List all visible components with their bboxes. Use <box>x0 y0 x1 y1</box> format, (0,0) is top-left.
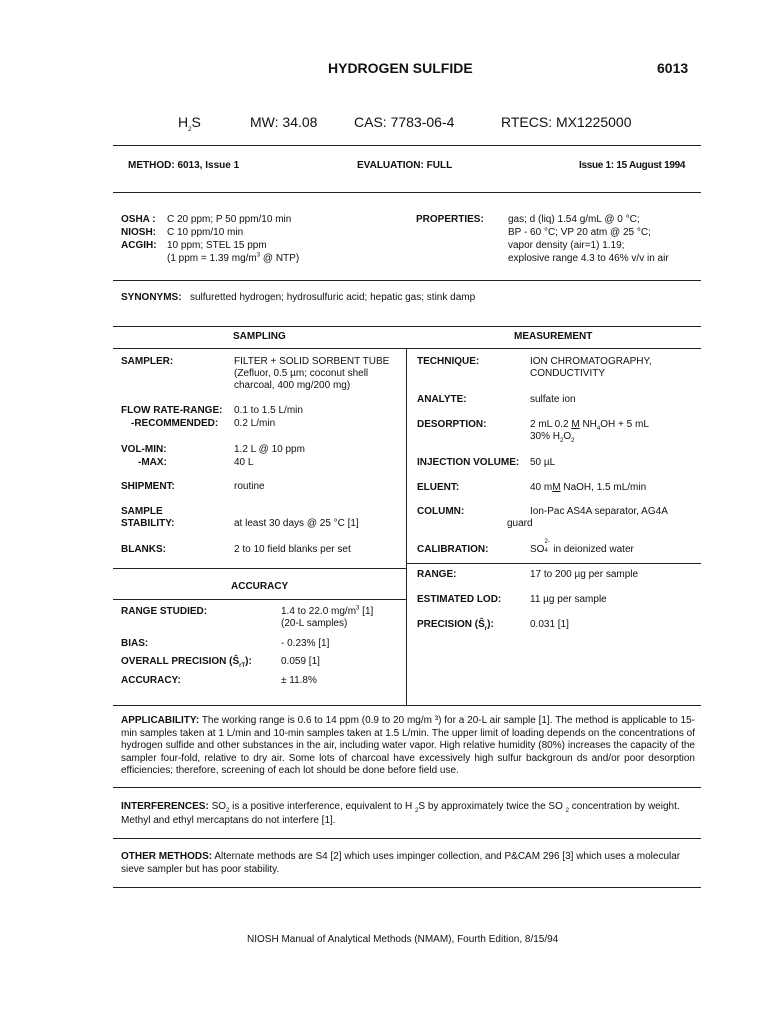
divider <box>406 563 701 564</box>
osha-value: C 20 ppm; P 50 ppm/10 min <box>167 214 292 225</box>
evaluation: EVALUATION: FULL <box>357 160 453 171</box>
divider <box>113 599 406 600</box>
rtecs-number: RTECS: MX1225000 <box>501 114 632 130</box>
properties-line: gas; d (liq) 1.54 g/mL @ 0 °C; <box>508 214 640 225</box>
injection-volume-label: INJECTION VOLUME: <box>417 457 520 468</box>
interferences-section: INTERFERENCES: $SO_2$ is a positive interference, equivalent to H $_2$S by approximately twice the SO $_2$ concentration by weight. <box>121 801 680 814</box>
overall-precision-value: 0.059 [1] <box>281 656 320 667</box>
niosh-value: C 10 ppm/10 min <box>167 227 244 238</box>
method-issue: METHOD: 6013, Issue 1 <box>128 160 240 171</box>
divider <box>113 838 701 839</box>
other-methods-label: OTHER METHODS: <box>121 851 213 862</box>
method-number: 6013 <box>657 60 689 76</box>
properties-line: vapor density (air=1) 1.19; <box>508 240 625 251</box>
acgih-label: ACGIH: <box>121 240 157 251</box>
accuracy-value: ± 11.8% <box>281 675 317 686</box>
applicability-text: The working range is 0.6 to 14 ppm (0.9 to 20 mg/m ³) for a 20-L air sample [1]. The method is applicable to 15-min samples taken at 1 L/min and 10-min samples taken at 1.5 L/min. The upper limit of loading depends on the concentrations of hydrogen sulfide and other substances in the air, including water vapor. High relative humidity (80%) increases the capacity of the sampler four-fold, relative to dry air. Some lots of charcoal have excessively high sulfur backgroun ds and/or poor desorption efficiencies; therefore, screening of each lot should be done before field use. <box>121 715 695 777</box>
divider <box>113 787 701 788</box>
divider <box>113 887 701 888</box>
bias-label: BIAS: <box>121 638 149 649</box>
recommended-value: 0.2 L/min <box>234 418 276 429</box>
desorption-value: 30% $H_2O_2$ <box>530 431 575 444</box>
column-value: guard <box>507 518 533 529</box>
bias-value: - 0.23% [1] <box>281 638 330 649</box>
vol-min-value: 1.2 L @ 10 ppm <box>234 444 305 455</box>
sampler-label: SAMPLER: <box>121 356 174 367</box>
sample-stability-label: SAMPLE <box>121 506 163 517</box>
molecular-weight: MW: 34.08 <box>250 114 318 130</box>
synonyms-value: sulfuretted hydrogen; hydrosulfuric acid; hepatic gas; stink damp <box>190 292 476 303</box>
divider <box>113 326 701 327</box>
range-studied-value: 1.4 to 22.0 $mg/m^3$ [1] <box>281 605 374 617</box>
issue-date: Issue 1: 15 August 1994 <box>579 160 686 171</box>
blanks-label: BLANKS: <box>121 544 166 555</box>
sampler-value: charcoal, 400 mg/200 mg) <box>234 380 351 391</box>
divider <box>113 705 701 706</box>
lod-label: ESTIMATED LOD: <box>417 594 502 605</box>
shipment-label: SHIPMENT: <box>121 481 175 492</box>
properties-line: BP - 60 °C; VP 20 atm @ 25 °C; <box>508 227 651 238</box>
eluent-label: ELUENT: <box>417 482 460 493</box>
divider <box>113 280 701 281</box>
technique-label: TECHNIQUE: <box>417 356 480 367</box>
ppm-conversion: (1 ppm = 1.39 $mg/m^3$ @ NTP) <box>167 252 300 264</box>
sample-stability-label: STABILITY: <box>121 518 175 529</box>
properties-line: explosive range 4.3 to 46% v/v in air <box>508 253 669 264</box>
vol-min-label: VOL-MIN: <box>121 444 167 455</box>
page-title: HYDROGEN SULFIDE <box>328 60 473 76</box>
chemical-formula: $H_2S$ <box>178 114 201 133</box>
divider <box>113 192 701 193</box>
cas-number: CAS: 7783-06-4 <box>354 114 455 130</box>
accuracy-label: ACCURACY: <box>121 675 181 686</box>
footer-text: NIOSH Manual of Analytical Methods (NMAM), Fourth Edition, 8/15/94 <box>247 934 559 945</box>
applicability-label: APPLICABILITY: <box>121 715 200 726</box>
calibration-label: CALIBRATION: <box>417 544 489 555</box>
accuracy-heading: ACCURACY <box>231 581 289 592</box>
properties-label: PROPERTIES: <box>416 214 484 225</box>
technique-value: CONDUCTIVITY <box>530 368 605 379</box>
eluent-value: 40 mM NaOH, 1.5 mL/min <box>530 482 647 493</box>
analyte-label: ANALYTE: <box>417 394 467 405</box>
vol-max-value: 40 L <box>234 457 254 468</box>
precision-label: PRECISION $(Ŝ_r)$: <box>417 619 494 632</box>
vol-max-label: -MAX: <box>138 457 167 468</box>
acgih-value: 10 ppm; STEL 15 ppm <box>167 240 267 251</box>
other-methods-text: Alternate methods are S4 [2] which uses impinger collection, and P&CAM 296 [3] which uses a molecular sieve sampler but has poor stability. <box>121 851 681 875</box>
other-methods-section <box>121 851 695 876</box>
technique-value: ION CHROMATOGRAPHY, <box>530 356 652 367</box>
interferences-label: INTERFERENCES: <box>121 801 209 812</box>
desorption-value: 2 mL 0.2 M $NH_4OH + 5$ mL <box>530 419 649 432</box>
analyte-value: sulfate ion <box>530 394 576 405</box>
sampler-value: (Zefluor, 0.5 µm; coconut shell <box>234 368 369 379</box>
sample-stability-value: at least 30 days @ 25 °C [1] <box>234 518 359 529</box>
lod-value: 11 µg per sample <box>530 594 607 605</box>
range-studied-value: (20-L samples) <box>281 618 348 629</box>
blanks-value: 2 to 10 field blanks per set <box>234 544 351 555</box>
measurement-heading: MEASUREMENT <box>514 331 593 342</box>
synonyms-label: SYNONYMS: <box>121 292 182 303</box>
precision-value: 0.031 [1] <box>530 619 569 630</box>
column-divider <box>406 348 407 705</box>
sampling-heading: SAMPLING <box>233 331 286 342</box>
shipment-value: routine <box>234 481 265 492</box>
range-label: RANGE: <box>417 569 457 580</box>
range-studied-label: RANGE STUDIED: <box>121 606 208 617</box>
desorption-label: DESORPTION: <box>417 419 487 430</box>
flow-rate-label: FLOW RATE-RANGE: <box>121 405 223 416</box>
interferences-text: Methyl and ethyl mercaptans do not interfere [1]. <box>121 815 336 826</box>
sampler-value: FILTER + SOLID SORBENT TUBE <box>234 356 390 367</box>
divider <box>113 568 406 569</box>
overall-precision-label: OVERALL PRECISION $(Ŝ_{rT})$: <box>121 656 252 669</box>
divider <box>113 145 701 146</box>
applicability-section <box>121 715 695 778</box>
column-value: Ion-Pac AS4A separator, AG4A <box>530 506 668 517</box>
divider <box>113 348 701 349</box>
niosh-label: NIOSH: <box>121 227 156 238</box>
calibration-value: SO 2- 4 in deionized water <box>530 539 634 555</box>
range-value: 17 to 200 µg per sample <box>530 569 639 580</box>
injection-volume-value: 50 µL <box>530 457 556 468</box>
flow-rate-value: 0.1 to 1.5 L/min <box>234 405 303 416</box>
recommended-label: -RECOMMENDED: <box>131 418 219 429</box>
osha-label: OSHA : <box>121 214 156 225</box>
column-label: COLUMN: <box>417 506 465 517</box>
